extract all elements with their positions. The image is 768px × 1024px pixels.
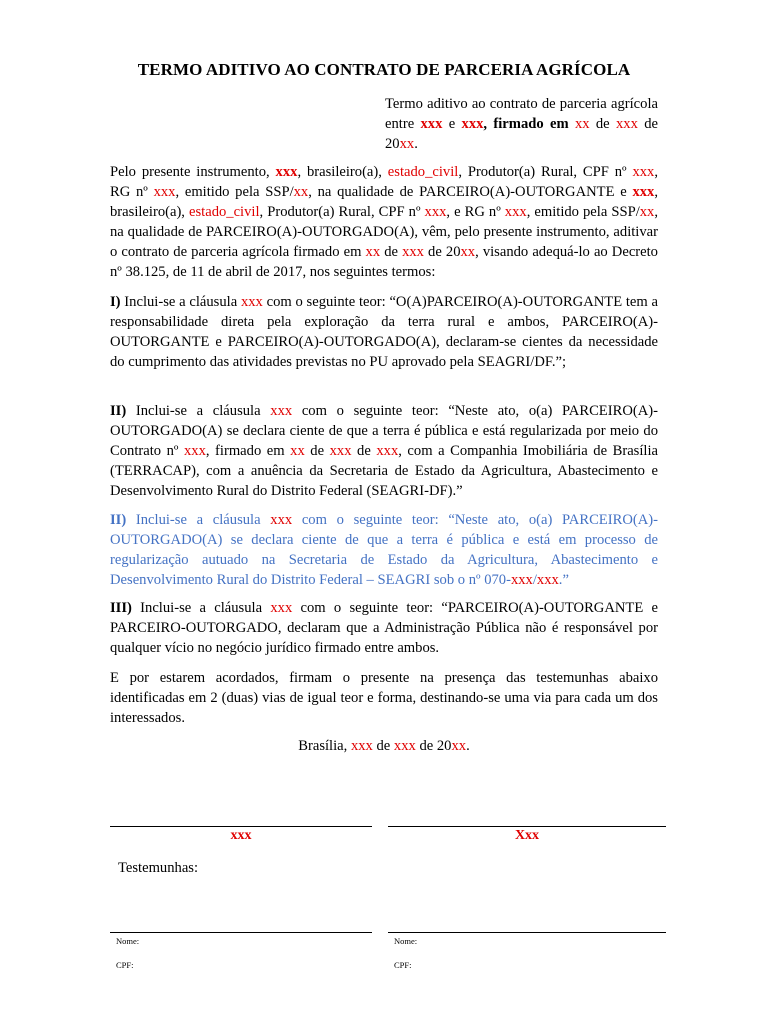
signature-line-left (110, 826, 372, 827)
clause-1: I) Inclui-se a cláusula xxx com o seguinte teor: “O(A)PARCEIRO(A)-OUTORGANTE tem a responsabilidade direta pela exploração da terra rural e ambos, PARCEIRO(A)-OUTORGANTE e PARCEIRO(A)-OUTORGADO(A), declaram-se cientes da necessidade do cumprimento das atividades previstas no PU aprovado pela SEAGRI/DF.”; (110, 294, 659, 370)
signature-name-left: xxx (230, 828, 252, 843)
witness-line-left (110, 932, 372, 933)
clause-2-alternative: II) Inclui-se a cláusula xxx com o seguinte teor: “Neste ato, o(a) PARCEIRO(A)-OUTORGADO(A) se declara ciente de que a terra é pública e está em processo de regularização autuado na Secretaria de Estado da Agricultura, Abastecimento e Desenvolvimento Rural do Distrito Federal – SEAGRI sob o nº 070-xxx/xxx.” (110, 512, 658, 588)
abstract-paragraph: Termo aditivo ao contrato de parceria agrícola entre xxx e xxx, firmado em xx de xxx de 20xx. (385, 96, 658, 152)
signature-line-right (388, 826, 666, 827)
document-title: TERMO ADITIVO AO CONTRATO DE PARCERIA AGRÍCOLA (137, 60, 631, 79)
witness-right-nome-label: Nome: (394, 936, 418, 946)
place-date: Brasília, xxx de xxx de 20xx. (298, 738, 470, 754)
clause-3: III) Inclui-se a cláusula xxx com o seguinte teor: “PARCEIRO(A)-OUTORGANTE e PARCEIRO-OUTORGADO, declaram que a Administração Pública não é responsável por qualquer vício no negócio jurídico firmado entre ambos. (110, 600, 658, 656)
intro-paragraph: Pelo presente instrumento, xxx, brasileiro(a), estado_civil, Produtor(a) Rural, CPF nº xxx, RG nº xxx, emitido pela SSP/xx, na qualidade de PARCEIRO(A)-OUTORGANTE e xxx, brasileiro(a), estado_civil, Produtor(a) Rural, CPF nº xxx, e RG nº xxx, emitido pela SSP/xx, na qualidade de PARCEIRO(A)-OUTORGADO(A), vêm, pelo presente instrumento, aditivar o contrato de parceria agrícola firmado em xx de xxx de 20xx, visando adequá-lo ao Decreto nº 38.125, de 11 de abril de 2017, nos seguintes termos: (110, 164, 658, 280)
witness-left-nome-label: Nome: (116, 936, 140, 946)
clause-2: II) Inclui-se a cláusula xxx com o seguinte teor: “Neste ato, o(a) PARCEIRO(A)-OUTORGADO(A) se declara ciente de que a terra é pública e está regularizada por meio do Contrato nº xxx, firmado em xx de xxx de xxx, com a Companhia Imobiliária de Brasília (TERRACAP), com a anuência da Secretaria de Estado da Agricultura, Abastecimento e Desenvolvimento Rural do Distrito Federal (SEAGRI-DF).” (110, 403, 659, 499)
closing-paragraph: E por estarem acordados, firmam o presente na presença das testemunhas abaixo identificadas em 2 (duas) vias de igual teor e forma, destinando-se uma via para cada um dos interessados. (110, 670, 658, 726)
witness-line-right (388, 932, 666, 933)
signature-name-right: Xxx (514, 828, 540, 843)
witnesses-label: Testemunhas: (118, 860, 199, 876)
witness-left-cpf-label: CPF: (116, 960, 134, 970)
witness-right-cpf-label: CPF: (394, 960, 412, 970)
